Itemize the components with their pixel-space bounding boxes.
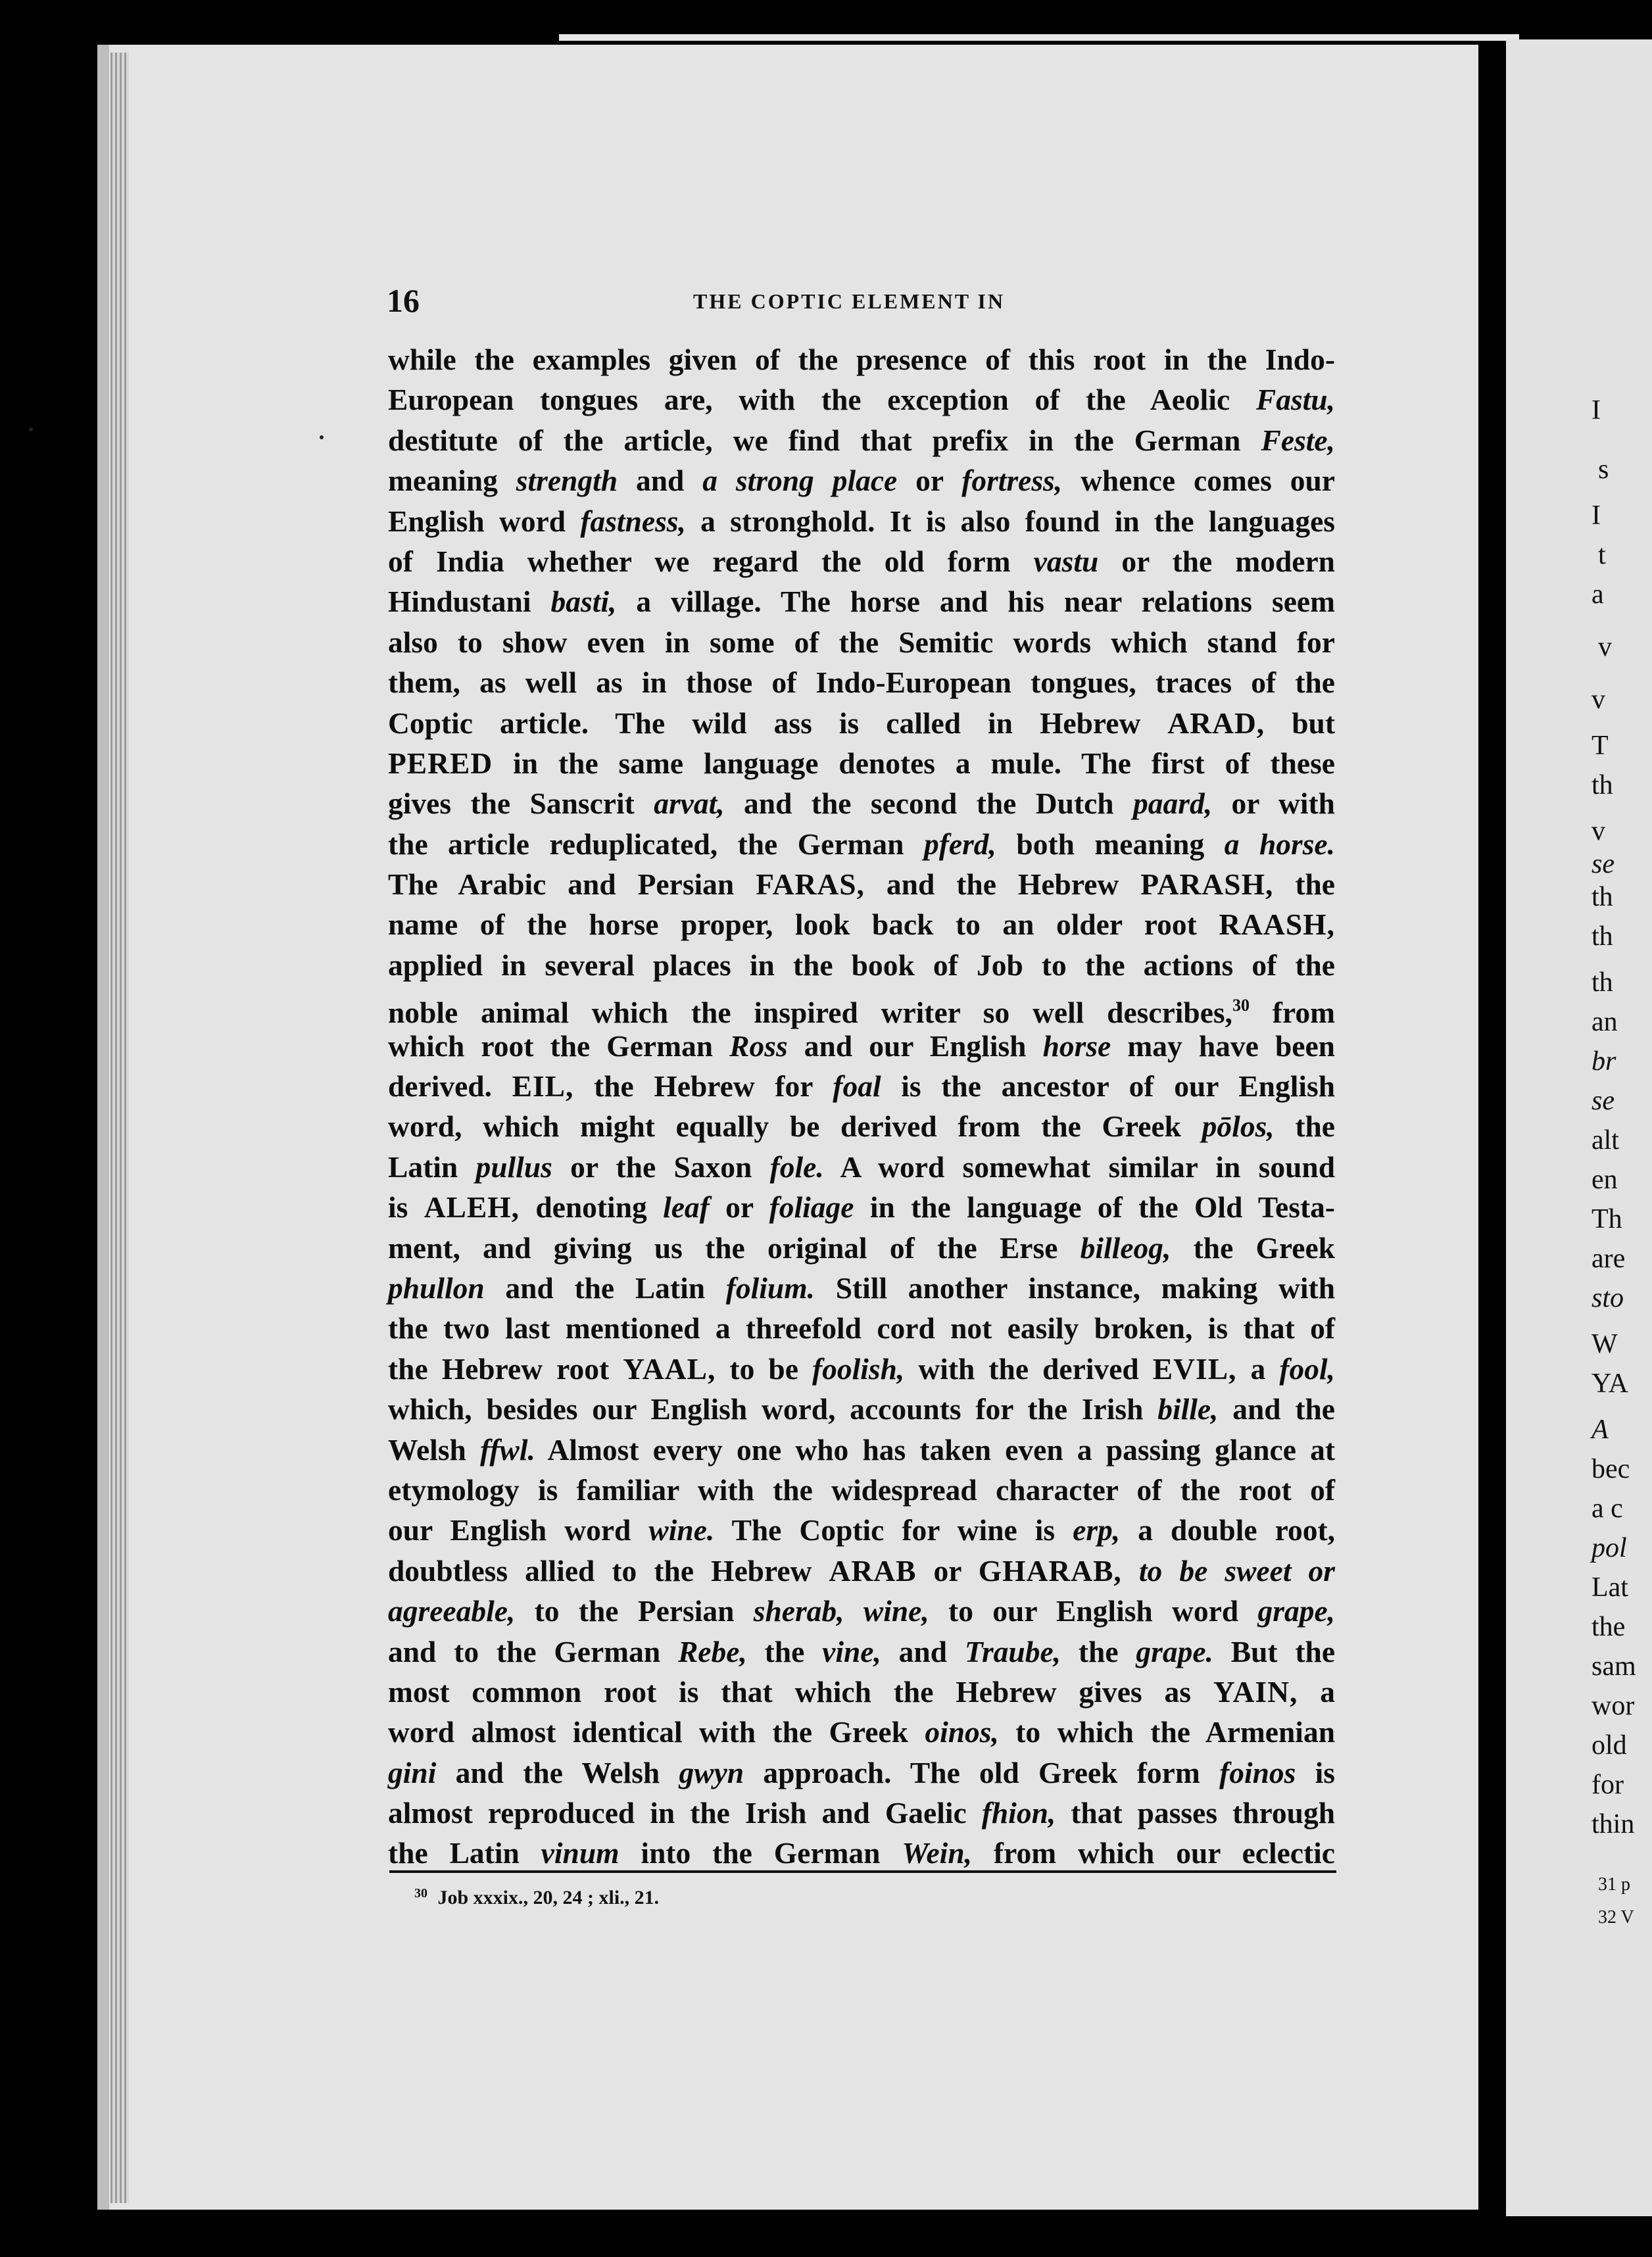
text-run: with the derived (904, 1351, 1153, 1386)
text-line (388, 1026, 1335, 1066)
text-run: or (709, 1190, 769, 1225)
facing-page-fragment: A (1591, 1415, 1609, 1445)
italic-word: arvat, (654, 787, 725, 821)
text-run: may have been (1111, 1029, 1335, 1063)
footnote (414, 1886, 659, 1909)
text-line (388, 1308, 1335, 1348)
text-line (388, 1793, 1335, 1833)
italic-word: pullus (475, 1150, 552, 1184)
facing-page-fragment: v (1591, 685, 1605, 715)
text-run: A word somewhat similar in sound (823, 1150, 1335, 1184)
text-line (388, 904, 1335, 944)
text-run: ment, and giving us the original of the Erse (388, 1230, 1081, 1265)
scan-speck (29, 427, 33, 431)
facing-page-fragment: th (1591, 921, 1613, 952)
text-run: and (618, 464, 703, 498)
facing-page-fragment: 32 V (1598, 1907, 1634, 1928)
text-run: or with (1212, 787, 1335, 821)
text-run: in the language of the Old Testa- (854, 1190, 1336, 1225)
text-line (388, 339, 1335, 379)
facing-page-fragment: t (1598, 540, 1606, 570)
text-line (388, 1632, 1335, 1672)
facing-page-fragment: a c (1591, 1493, 1623, 1524)
italic-word: erp, (1073, 1513, 1121, 1547)
italic-word: billeog, (1080, 1230, 1171, 1265)
italic-word: foinos (1219, 1755, 1296, 1789)
italic-word: wine, (863, 1594, 929, 1628)
italic-word: Traube, (964, 1634, 1061, 1668)
text-run: Almost every one who has taken even a passing glance at (535, 1432, 1335, 1467)
text-run: name of the horse proper, look back to an older root (388, 908, 1219, 942)
text-line (388, 379, 1335, 420)
page-edge-lines (110, 53, 129, 2203)
text-run: the Latin (388, 1836, 541, 1870)
facing-page-fragment: se (1591, 1086, 1615, 1116)
text-run: Still another instance, making with (815, 1271, 1335, 1305)
facing-page-fragment: the (1591, 1612, 1626, 1642)
text-run: approach. The old Greek form (744, 1755, 1220, 1789)
text-run: Hindustani (388, 585, 551, 619)
text-run: The Coptic for wine is (714, 1513, 1073, 1547)
italic-word: Rebe, (677, 1634, 747, 1668)
text-run: denoting (520, 1190, 664, 1225)
italic-word: foliage (769, 1190, 854, 1225)
italic-word: a strong place (702, 464, 898, 498)
right-page-edge (1506, 39, 1652, 2216)
text-line (388, 1106, 1335, 1146)
text-run: from which our eclectic (972, 1836, 1335, 1870)
text-line (388, 1389, 1335, 1429)
italic-word: fool, (1279, 1351, 1336, 1386)
italic-word: pōlos, (1202, 1109, 1275, 1144)
footnote-rule (389, 1870, 1336, 1873)
text-run: meaning (388, 464, 516, 498)
facing-page-fragment: an (1591, 1007, 1618, 1037)
footnote-mark: 30 (414, 1886, 427, 1901)
footnote-ref: 30 (1232, 996, 1250, 1015)
facing-page-fragment: v (1591, 816, 1605, 846)
text-run: most common root is that which the Hebrew gives as (388, 1674, 1213, 1709)
text-line (388, 783, 1335, 823)
capital-word: YAIN, (1213, 1674, 1298, 1709)
italic-word: oinos, (925, 1715, 999, 1749)
text-run: destitute of the article, we find that prefix in the German (388, 423, 1261, 457)
text-run: the Hebrew for (573, 1069, 833, 1104)
text-run: to be (716, 1351, 812, 1386)
capital-word: YAAL, (623, 1351, 716, 1386)
facing-page-fragment: I (1591, 500, 1601, 531)
text-run: is (388, 1190, 424, 1225)
text-run: is (1296, 1755, 1335, 1789)
page-header (387, 281, 1334, 321)
text-line (388, 1228, 1335, 1268)
facing-page-fragment: se (1591, 849, 1615, 879)
italic-word: agreeable, (388, 1594, 516, 1628)
facing-page-fragment: YA (1591, 1369, 1629, 1399)
facing-page-fragment: T (1591, 731, 1609, 761)
text-run: word, which might equally be derived from the Greek (388, 1109, 1202, 1144)
italic-word: horse (1042, 1029, 1111, 1063)
italic-word: foal (833, 1069, 881, 1104)
italic-word: vine, (822, 1634, 881, 1668)
facing-page-fragment: old (1591, 1730, 1627, 1760)
italic-word: bille, (1157, 1392, 1219, 1426)
capital-word: ARAD, (1167, 706, 1265, 740)
text-run: which root the German (388, 1029, 730, 1063)
text-line (388, 703, 1335, 743)
text-run: European tongues are, with the exception of the Aeolic (388, 383, 1256, 417)
text-line (388, 460, 1335, 500)
text-run: that passes through (1056, 1796, 1335, 1830)
text-run: the Hebrew root (388, 1351, 623, 1386)
capital-word: FARAS, (756, 867, 865, 902)
text-run: the (746, 1634, 823, 1668)
text-line (388, 1672, 1335, 1712)
text-run: or the Saxon (552, 1150, 770, 1184)
capital-word: ALEH, (424, 1190, 520, 1225)
text-line (388, 581, 1335, 621)
italic-word: paard, (1133, 787, 1213, 821)
text-run: to which the Armenian (998, 1715, 1335, 1749)
text-run: our English word (388, 1513, 649, 1547)
page-number: 16 (387, 282, 420, 319)
facing-page-fragment: bec (1591, 1454, 1630, 1484)
facing-page-fragment: v (1598, 632, 1612, 662)
capital-word: EVIL, (1152, 1351, 1237, 1386)
text-run: a double root, (1120, 1513, 1335, 1547)
capital-word: PARASH, (1140, 867, 1274, 902)
text-run: a (1298, 1674, 1335, 1709)
italic-word: foolish, (812, 1351, 905, 1386)
italic-word: Wein, (902, 1836, 973, 1870)
text-line (388, 1712, 1335, 1752)
facing-page-fragment: th (1591, 882, 1613, 912)
facing-page-fragment: for (1591, 1770, 1624, 1800)
italic-word: fastness, (580, 504, 686, 538)
text-run: and the Welsh (436, 1755, 679, 1789)
italic-word: Fastu, (1255, 383, 1335, 417)
italic-word: gini (388, 1755, 437, 1789)
italic-word: gwyn (679, 1755, 744, 1789)
text-run: while the examples given of the presence of this root in the Indo- (388, 343, 1335, 376)
italic-word: wine. (648, 1513, 715, 1547)
text-line (388, 662, 1335, 702)
text-run: also to show even in some of the Semitic words which stand for (388, 625, 1335, 659)
text-run: Coptic article. The wild ass is called in Hebrew (388, 706, 1168, 740)
text-line (388, 1349, 1335, 1389)
facing-page-fragment: Lat (1591, 1572, 1628, 1603)
text-run: a (1236, 1351, 1280, 1386)
italic-word: ffwl. (480, 1432, 535, 1467)
text-run: is the ancestor of our English (881, 1069, 1335, 1104)
text-run: or the modern (1098, 544, 1335, 578)
text-run: etymology is familiar with the widespread character of the root of (388, 1472, 1335, 1507)
text-run: The Arabic and Persian (388, 867, 756, 902)
italic-word: pferd, (923, 827, 996, 861)
text-run: into the German (619, 1836, 902, 1870)
text-run: the two last mentioned a threefold cord not easily broken, is that of (388, 1311, 1335, 1346)
text-line (388, 1510, 1335, 1550)
text-line (388, 1470, 1335, 1510)
text-run: both meaning (996, 827, 1225, 861)
capital-word: EIL, (512, 1069, 574, 1104)
italic-word: basti, (550, 585, 617, 619)
text-line (388, 824, 1335, 864)
text-run: almost reproduced in the Irish and Gaelic (388, 1796, 982, 1830)
facing-page-fragment: sto (1591, 1283, 1624, 1313)
text-run: from (1250, 996, 1335, 1030)
italic-word: Ross (729, 1029, 788, 1063)
text-run: and the Latin (484, 1271, 726, 1305)
text-line (388, 1066, 1335, 1106)
text-run: in the same language denotes a mule. The first of these (493, 746, 1335, 780)
text-run: the (1273, 867, 1335, 902)
facing-page-fragment: br (1591, 1046, 1616, 1077)
facing-page-fragment: a (1591, 579, 1604, 610)
capital-word: RAASH, (1219, 908, 1335, 942)
text-run: and to the German (388, 1634, 678, 1668)
italic-word: vinum (541, 1836, 620, 1870)
text-line (388, 541, 1335, 581)
italic-word: strength (516, 464, 618, 498)
text-line (388, 864, 1335, 904)
text-run: the Greek (1171, 1230, 1335, 1265)
text-line (388, 1753, 1335, 1793)
italic-word: sherab, (753, 1594, 844, 1628)
text-run: but (1265, 706, 1335, 740)
facing-page-fragment: th (1591, 770, 1613, 800)
facing-page-fragment: th (1591, 967, 1613, 998)
text-run: Welsh (388, 1432, 481, 1467)
italic-word: grape. (1136, 1634, 1213, 1668)
text-run: of India whether we regard the old form (388, 544, 1034, 578)
italic-word: to be sweet or (1138, 1553, 1335, 1588)
capital-word: ARAB (829, 1553, 917, 1588)
text-line (388, 501, 1335, 541)
text-run: them, as well as in those of Indo-European tongues, traces of the (388, 666, 1335, 700)
book-gutter (1484, 53, 1506, 2223)
text-line (388, 1187, 1335, 1227)
facing-page-fragment: alt (1591, 1125, 1619, 1155)
text-line (388, 985, 1335, 1030)
text-line (388, 1147, 1335, 1187)
text-run: the article reduplicated, the German (388, 827, 924, 861)
text-run: the (1061, 1634, 1136, 1668)
text-line (388, 1268, 1335, 1308)
text-line (388, 622, 1335, 662)
text-run: or (897, 464, 962, 498)
facing-page-fragment: thin (1591, 1809, 1635, 1839)
running-head: THE COPTIC ELEMENT IN (693, 289, 1006, 313)
facing-page-fragment: are (1591, 1244, 1626, 1274)
italic-word: leaf (663, 1190, 710, 1225)
text-run: a stronghold. It is also found in the languages (685, 504, 1335, 538)
italic-word: phullon (388, 1271, 485, 1305)
text-line (388, 1430, 1335, 1470)
italic-word: Feste, (1261, 423, 1335, 457)
text-run: But the (1213, 1634, 1336, 1668)
facing-page-fragment: pol (1591, 1533, 1627, 1563)
italic-word: fortress, (961, 464, 1063, 498)
text-run: and the Hebrew (864, 867, 1141, 902)
text-run: and the (1218, 1392, 1336, 1426)
text-run: the (1274, 1109, 1335, 1144)
facing-page-fragment: Th (1591, 1204, 1622, 1234)
facing-page-fragment: 31 p (1598, 1874, 1630, 1895)
scan-speck (320, 435, 324, 439)
italic-word: folium. (725, 1271, 815, 1305)
capital-word: PERED (388, 746, 493, 780)
text-line (388, 420, 1335, 460)
text-run: applied in several places in the book of Job to the actions of the (388, 948, 1335, 982)
text-run: noble animal which the inspired writer so well describes, (388, 996, 1233, 1030)
text-run: doubtless allied to the Hebrew (388, 1553, 829, 1588)
text-run: which, besides our English word, accounts for the Irish (388, 1392, 1158, 1426)
text-line (388, 945, 1335, 985)
text-run: or (916, 1553, 979, 1588)
text-run: English word (388, 504, 581, 538)
facing-page-fragment: wor (1591, 1691, 1635, 1721)
italic-word: fole. (769, 1150, 824, 1184)
capital-word: GHARAB, (978, 1553, 1122, 1588)
text-run: gives the Sanscrit (388, 787, 654, 821)
text-line (388, 743, 1335, 783)
italic-word: grape, (1257, 1594, 1336, 1628)
body-text (388, 339, 1335, 1874)
text-run (1122, 1554, 1139, 1588)
facing-page-fragment: sam (1591, 1651, 1636, 1682)
facing-page-fragment: W (1591, 1329, 1618, 1359)
text-run: word almost identical with the Greek (388, 1715, 925, 1749)
text-run: Latin (388, 1150, 476, 1184)
facing-page-fragment: I (1591, 395, 1601, 425)
text-line (388, 1551, 1335, 1591)
text-line (388, 1591, 1335, 1631)
italic-word: fhion, (981, 1796, 1056, 1830)
text-run: derived. (388, 1069, 512, 1104)
text-run: and (881, 1634, 965, 1668)
top-page-edge (559, 34, 1519, 41)
text-line (388, 1833, 1335, 1873)
facing-page-fragment: en (1591, 1165, 1618, 1195)
text-run: whence comes our (1062, 464, 1335, 498)
text-run: to the Persian (515, 1594, 754, 1628)
text-run: and the second the Dutch (724, 787, 1133, 821)
text-run: to our English word (929, 1594, 1258, 1628)
text-run: and our English (787, 1029, 1043, 1063)
text-run (844, 1594, 863, 1628)
text-run: a village. The horse and his near relations seem (616, 585, 1335, 619)
italic-word: vastu (1033, 544, 1099, 578)
italic-word: a horse. (1224, 827, 1335, 861)
facing-page-fragment: s (1598, 454, 1609, 485)
footnote-text: Job xxxix., 20, 24 ; xli., 21. (437, 1887, 660, 1908)
